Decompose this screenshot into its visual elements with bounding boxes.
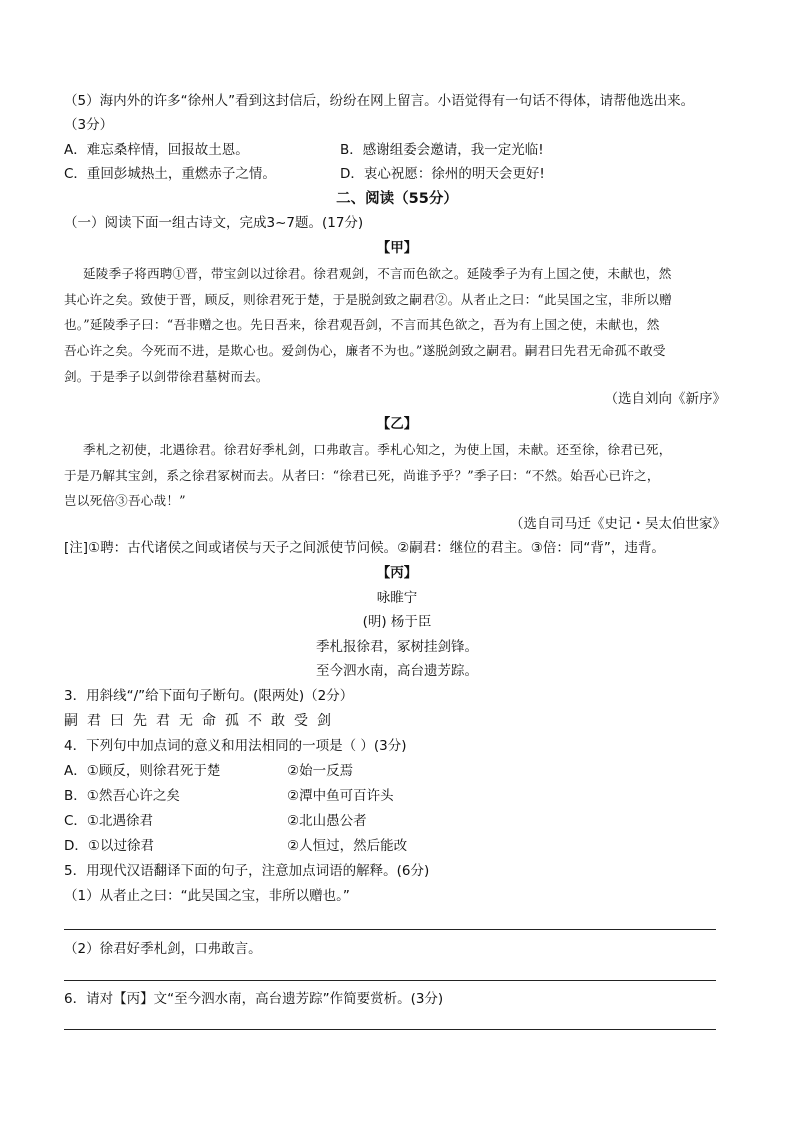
jia-line: 也。”延陵季子曰：“吾非赠之也。先日吾来，徐君观吾剑，不言而其色欲之，吾为有上国之使，未献也，然 [64,317,660,332]
section-title: 二、阅读（55分） [336,191,458,207]
q6-stem: 6．请对【丙】文“至今泗水南，高台遗芳踪”作简要赏析。(3分) [64,991,444,1007]
answer-line[interactable] [64,1029,716,1030]
q5-sub1: （1）从者止之曰：“此吴国之宝，非所以赠也。” [64,888,350,904]
q4-option-d1: D．①以过徐君 [64,838,154,854]
q5-paper-line1: （5）海内外的许多“徐州人”看到这封信后，纷纷在网上留言。小语觉得有一句话不得体，请帮他选出来。 [64,93,695,109]
bing-poem-title: 咏睢宁 [376,590,418,606]
q5-sub2: （2）徐君好季札剑，口弗敢言。 [64,941,262,957]
q4-option-c2: ②北山愚公者 [287,813,367,829]
answer-line[interactable] [64,980,716,981]
q3-sentence: 嗣君曰先君无命孤不敢受剑 [64,713,340,729]
yi-line: 季札之初使，北遇徐君。徐君好季札剑，口弗敢言。季札心知之，为使上国，未献。还至徐，徐君已死， [83,442,672,457]
q5-paper-option-d: D．衷心祝愿：徐州的明天会更好! [340,166,545,182]
jia-line: 吾心许之矣。今死而不进，是欺心也。爱剑伪心，廉者不为也。”遂脱剑致之嗣君。嗣君曰先君无命孤不敢受 [64,343,666,358]
q5-paper-option-b: B．感谢组委会邀请，我一定光临! [340,142,544,158]
bing-heading: 【丙】 [376,565,418,581]
q5-paper-line2: （3分） [64,117,114,133]
yi-line: 于是乃解其宝剑，系之徐君冢树而去。从者曰：“徐君已死，尚谁予乎？”季子曰：“不然。始吾心已许之， [64,468,660,483]
jia-line: 其心许之矣。致使于晋，顾反，则徐君死于楚，于是脱剑致之嗣君②。从者止之曰：“此吴国之宝，非所以赠 [64,292,672,307]
bing-poem-line: 至今泗水南，高台遗芳踪。 [316,663,478,679]
yi-line: 岂以死倍③吾心哉！” [64,493,186,508]
q4-option-c1: C．①北遇徐君 [64,813,154,829]
q4-stem: 4．下列句中加点词的意义和用法相同的一项是（ ）(3分) [64,738,407,754]
q4-option-a2: ②始一反焉 [287,763,354,779]
q5-paper-option-a: A．难忘桑梓情，回报故土恩。 [64,142,249,158]
yi-source: （选自司马迁《史记・吴太伯世家》 [510,516,726,532]
jia-line: 延陵季子将西聘①晋，带宝剑以过徐君。徐君观剑，不言而色欲之。延陵季子为有上国之使，未献也，然 [83,266,672,281]
part1-intro: （一）阅读下面一组古诗文，完成3~7题。(17分) [64,215,364,231]
jia-source: （选自刘向《新序》 [604,391,726,407]
q4-option-b2: ②潭中鱼可百许头 [287,788,394,804]
bing-poem-line: 季札报徐君，冢树挂剑锋。 [316,639,478,655]
jia-heading: 【甲】 [376,240,418,256]
jia-line: 剑。于是季子以剑带徐君墓树而去。 [64,369,269,384]
q4-option-b1: B．①然吾心许之矣 [64,788,180,804]
bing-author: (明) 杨于臣 [362,614,432,630]
q4-option-d2: ②人恒过，然后能改 [287,838,408,854]
answer-line[interactable] [64,929,716,930]
yi-heading: 【乙】 [376,416,418,432]
q3-stem: 3．用斜线“/”给下面句子断句。(限两处)（2分） [64,688,354,704]
q5-paper-option-c: C．重回彭城热土，重燃赤子之情。 [64,166,276,182]
q5-stem: 5．用现代汉语翻译下面的句子，注意加点词语的解释。(6分) [64,863,430,879]
yi-notes: [注]①聘：古代诸侯之间或诸侯与天子之间派使节问候。②嗣君：继位的君主。③倍：同“背”，违背。 [64,540,665,556]
q4-option-a1: A．①顾反，则徐君死于楚 [64,763,221,779]
